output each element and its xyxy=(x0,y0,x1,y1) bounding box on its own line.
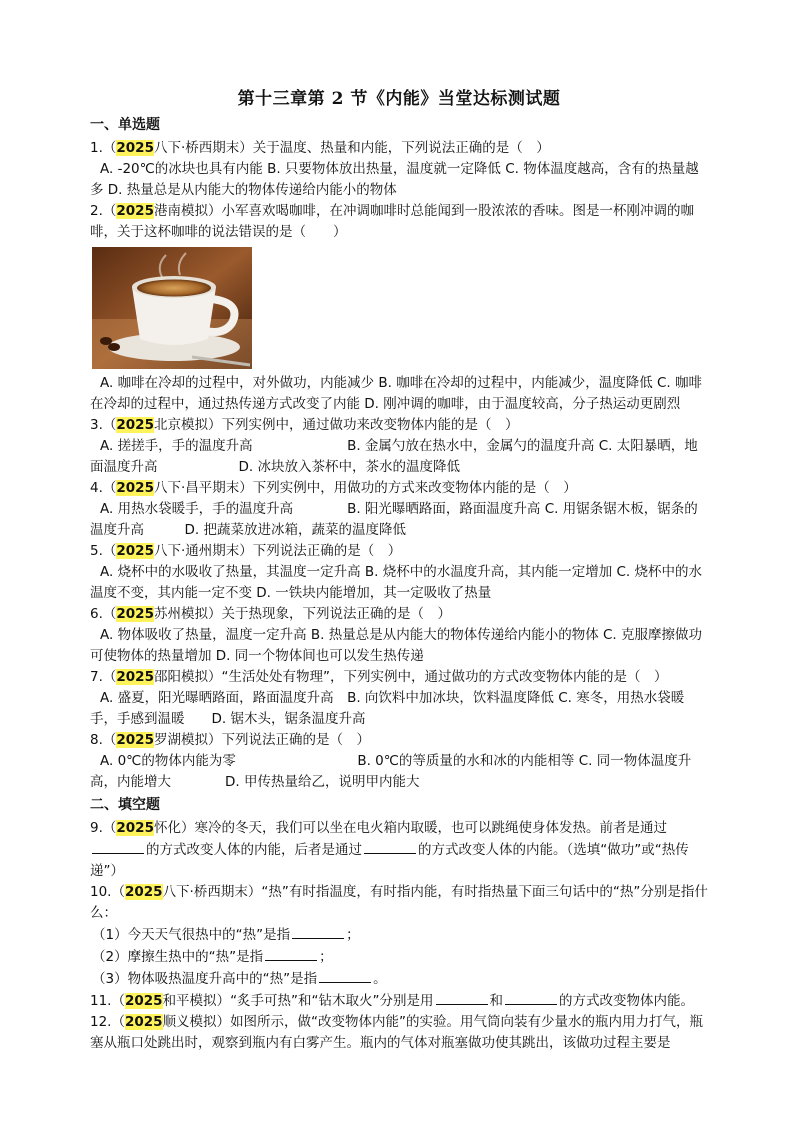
punctuation: 。 xyxy=(373,971,387,987)
question-text: “热”有时指温度，有时指内能，有时指热量下面三句话中的“热”分别是指什么： xyxy=(90,884,708,921)
paren: ） xyxy=(216,993,231,1009)
question-8 xyxy=(90,730,708,751)
question-stem: 下列说法正确的是（ ） xyxy=(221,732,370,748)
answer-blank[interactable] xyxy=(265,946,317,961)
paren: （ xyxy=(111,1014,125,1030)
year-highlight: 2025 xyxy=(116,480,154,496)
question-1-options: A. -20℃的冰块也具有内能 B. 只要物体放出热量，温度就一定降低 C. 物体温度越高，含有的热量越多 D. 热量总是从内能大的物体传递给内能小的物体 xyxy=(90,161,699,198)
question-number: 7. xyxy=(90,669,103,685)
question-text: 的方式改变物体内能。 xyxy=(559,993,695,1009)
page-title: 第十三章第 2 节《内能》当堂达标测试题 xyxy=(237,89,561,109)
question-text: 和 xyxy=(489,993,504,1009)
question-10-sub-3 xyxy=(90,968,708,990)
question-source: 苏州模拟 xyxy=(153,606,208,622)
question-number: 4. xyxy=(90,480,103,496)
question-text: “炙手可热”和“钻木取火”分别是用 xyxy=(230,993,434,1009)
paren: （ xyxy=(111,993,125,1009)
question-source: 港南模拟 xyxy=(153,203,208,219)
question-stem: 关于温度、热量和内能，下列说法正确的是（ ） xyxy=(252,140,550,156)
question-12 xyxy=(90,1012,708,1054)
answer-blank[interactable] xyxy=(364,839,416,854)
coffee-cup-photo xyxy=(92,247,252,369)
question-stem: 关于热现象，下列说法正确的是（ ） xyxy=(221,606,451,622)
paren: ） xyxy=(207,732,222,748)
year-highlight: 2025 xyxy=(116,140,154,156)
paren: ） xyxy=(239,543,253,559)
question-6-options: A. 物体吸收了热量，温度一定升高 B. 热量总是从内能大的物体传递给内能小的物体 C. 克服摩擦做功可使物体的热量增加 D. 同一个物体间也可以发生热传递 xyxy=(90,627,703,664)
paren: （ xyxy=(102,480,117,496)
year-highlight: 2025 xyxy=(116,606,154,622)
question-number: 11. xyxy=(90,993,112,1009)
year-highlight: 2025 xyxy=(116,669,154,685)
question-text: 的方式改变人体的内能。（选填“做功”或“热传递”） xyxy=(90,842,689,879)
question-stem: “生活处处有物理”，下列实例中，通过做功的方式改变物体内能的是（ ） xyxy=(221,669,668,685)
paren: （ xyxy=(111,884,125,900)
question-source: 北京模拟 xyxy=(153,417,208,433)
year-highlight: 2025 xyxy=(116,203,154,219)
paren: ） xyxy=(207,669,222,685)
question-4 xyxy=(90,478,708,499)
question-10-sub-2 xyxy=(90,946,708,968)
question-number: 6. xyxy=(90,606,103,622)
paren: ） xyxy=(239,480,253,496)
question-stem: 下列说法正确的是（ ） xyxy=(252,543,402,559)
question-number: 2. xyxy=(90,203,103,219)
paren: （ xyxy=(102,820,117,836)
paren: ） xyxy=(207,417,222,433)
question-number: 10. xyxy=(90,884,112,900)
question-5 xyxy=(90,541,708,562)
question-2 xyxy=(90,201,708,243)
question-6 xyxy=(90,604,708,625)
question-number: 12. xyxy=(90,1014,112,1030)
paren: （ xyxy=(102,543,117,559)
paren: （ xyxy=(102,669,117,685)
question-stem: 下列实例中，通过做功来改变物体内能的是（ ） xyxy=(221,417,519,433)
question-number: 1. xyxy=(90,140,103,156)
question-2-options: A. 咖啡在冷却的过程中，对外做功，内能减少 B. 咖啡在冷却的过程中，内能减少，温度降低 C. 咖啡在冷却的过程中，通过热传递方式改变了内能 D. 刚冲调的咖啡，由于温度较高，分子热运动更剧烈 xyxy=(90,375,703,412)
answer-blank[interactable] xyxy=(505,990,557,1005)
question-source: 怀化 xyxy=(153,820,181,836)
year-highlight: 2025 xyxy=(116,732,154,748)
question-11 xyxy=(90,990,708,1012)
answer-blank[interactable] xyxy=(92,839,144,854)
paren: ） xyxy=(207,203,222,219)
question-5-options: A. 烧杯中的水吸收了热量，其温度一定升高 B. 烧杯中的水温度升高，其内能一定增加 C. 烧杯中的水温度不变，其内能一定不变 D. 一铁块内能增加，其一定吸收了热量 xyxy=(90,564,703,601)
question-number: 3. xyxy=(90,417,103,433)
paren: ） xyxy=(216,1014,231,1030)
question-source: 顺义模拟 xyxy=(162,1014,217,1030)
sub-question-text: （3）物体吸热温度升高中的“热”是指 xyxy=(92,971,318,987)
question-7-options: A. 盛夏，阳光曝晒路面，路面温度升高 B. 向饮料中加冰块，饮料温度降低 C. 寒冬，用热水袋暖手，手感到温暖 D. 锯木头，锯条温度升高 xyxy=(90,690,685,727)
question-1 xyxy=(90,138,708,159)
answer-blank[interactable] xyxy=(292,924,344,939)
question-9 xyxy=(90,818,708,882)
punctuation: ； xyxy=(346,927,360,943)
paren: （ xyxy=(102,732,117,748)
question-number: 5. xyxy=(90,543,103,559)
question-stem: 小军喜欢喝咖啡，在冲调咖啡时总能闻到一股浓浓的香味。图是一杯刚冲调的咖啡，关于这杯咖啡的说法错误的是（ ） xyxy=(90,203,694,240)
question-4-options: A. 用热水袋暖手，手的温度升高 B. 阳光曝晒路面，路面温度升高 C. 用锯条锯木板，锯条的温度升高 D. 把蔬菜放进冰箱，蔬菜的温度降低 xyxy=(90,501,698,538)
question-7 xyxy=(90,667,708,688)
question-source: 八下·昌平期末 xyxy=(153,480,240,496)
paren: ） xyxy=(207,606,222,622)
question-3 xyxy=(90,415,708,436)
question-3-options: A. 搓搓手，手的温度升高 B. 金属勺放在热水中，金属勺的温度升高 C. 太阳暴晒，地面温度升高 D. 冰块放入茶杯中，茶水的温度降低 xyxy=(90,438,698,475)
year-highlight: 2025 xyxy=(124,1014,163,1030)
year-highlight: 2025 xyxy=(116,820,154,836)
question-source: 罗湖模拟 xyxy=(153,732,208,748)
paren: （ xyxy=(102,606,117,622)
sub-question-text: （2）摩擦生热中的“热”是指 xyxy=(92,949,264,965)
answer-blank[interactable] xyxy=(319,968,371,983)
paren: ） xyxy=(247,884,262,900)
question-source: 和平模拟 xyxy=(162,993,217,1009)
year-highlight: 2025 xyxy=(124,993,163,1009)
question-text: 如图所示，做“改变物体内能”的实验。用气筒向装有少量水的瓶内用力打气，瓶塞从瓶口处跳出时，观察到瓶内有白雾产生。瓶内的气体对瓶塞做功使其跳出，该做功过程主要是 xyxy=(90,1014,704,1051)
question-10-sub-1 xyxy=(90,924,708,946)
document-page xyxy=(90,84,708,1054)
paren: （ xyxy=(102,203,117,219)
year-highlight: 2025 xyxy=(116,543,154,559)
question-text: 的方式改变人体的内能，后者是通过 xyxy=(146,842,362,858)
question-source: 八下·通州期末 xyxy=(153,543,240,559)
question-text: 寒冷的冬天，我们可以坐在电火箱内取暖，也可以跳绳使身体发热。前者是通过 xyxy=(194,820,667,836)
year-highlight: 2025 xyxy=(124,884,163,900)
paren: （ xyxy=(102,417,117,433)
question-10 xyxy=(90,882,708,924)
question-source: 八下·桥西期末 xyxy=(162,884,248,900)
answer-blank[interactable] xyxy=(436,990,488,1005)
question-stem: 下列实例中，用做功的方式来改变物体内能的是（ ） xyxy=(252,480,577,496)
question-8-options: A. 0℃的物体内能为零 B. 0℃的等质量的水和冰的内能相等 C. 同一物体温度升高，内能增大 D. 甲传热量给乙，说明甲内能大 xyxy=(90,753,692,790)
year-highlight: 2025 xyxy=(116,417,154,433)
question-number: 8. xyxy=(90,732,103,748)
question-source: 邵阳模拟 xyxy=(153,669,208,685)
paren: ） xyxy=(239,140,253,156)
paren: ） xyxy=(180,820,195,836)
paren: （ xyxy=(102,140,117,156)
question-source: 八下·桥西期末 xyxy=(153,140,240,156)
section-heading-fill-in: 二、填空题 xyxy=(90,797,160,813)
section-heading-single-choice: 一、单选题 xyxy=(90,117,160,133)
question-number: 9. xyxy=(90,820,103,836)
punctuation: ； xyxy=(319,949,333,965)
sub-question-text: （1）今天天气很热中的“热”是指 xyxy=(92,927,291,943)
